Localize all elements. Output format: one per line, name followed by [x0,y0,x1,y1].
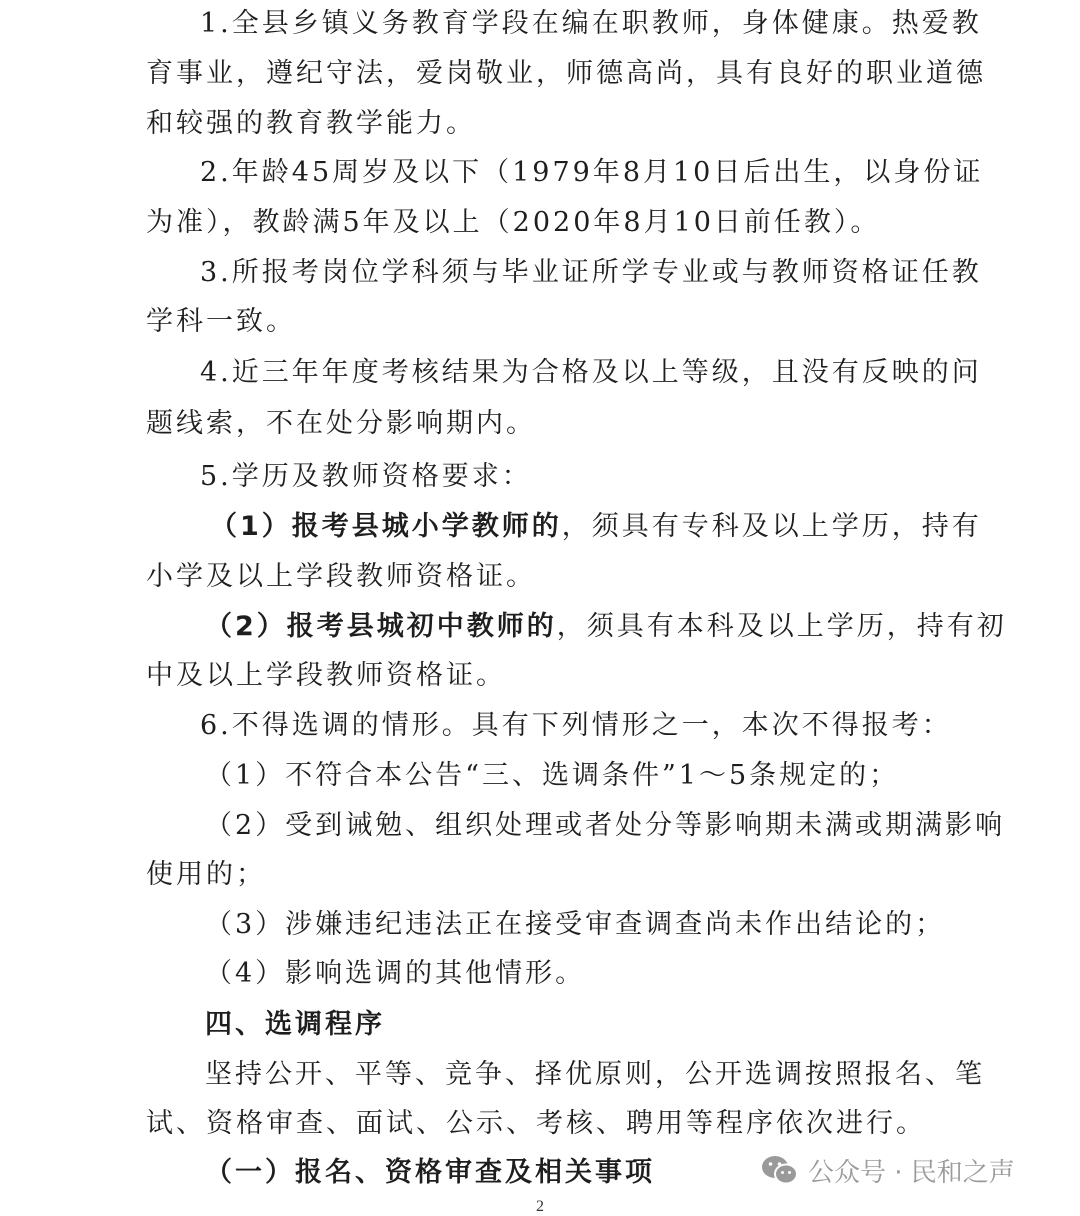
text-line: 使用的； [146,859,266,890]
text-line: 坚持公开、平等、竞争、择优原则，公开选调按照报名、笔 [205,1059,985,1090]
text-line: （1）不符合本公告“三、选调条件”1～5条规定的； [205,760,900,791]
requirement-item-1 [210,510,982,544]
section-heading: 四、选调程序 [205,1009,385,1040]
text-line: 6.不得选调的情形。具有下列情形之一，本次不得报考： [200,710,952,741]
subsection-heading: （一）报名、资格审查及相关事项 [205,1157,655,1188]
text-line: 育事业，遵纪守法，爱岗敬业，师德高尚，具有良好的职业道德 [146,58,986,89]
text-line: 和较强的教育教学能力。 [146,108,476,139]
text-line: 3.所报考岗位学科须与毕业证所学专业或与教师资格证任教 [200,257,982,288]
text-line: 题线索，不在处分影响期内。 [146,408,536,439]
text-line: 中及以上学段教师资格证。 [146,660,506,691]
requirement-item-2-bold: （2）报考县城初中教师的 [205,611,557,642]
text-line: （3）涉嫌违纪违法正在接受审查调查尚未作出结论的； [205,909,946,940]
wechat-icon [760,1154,800,1186]
requirement-item-2-text: ，须具有本科及以上学历，持有初 [556,611,1007,642]
text-line: 5.学历及教师资格要求： [200,461,532,492]
text-line: 学科一致。 [146,306,296,337]
text-line: 2.年龄45周岁及以下（1979年8月10日后出生，以身份证 [200,157,984,188]
requirement-item-1-text: ，须具有专科及以上学历，持有 [561,511,982,542]
requirement-item-1-bold: （1）报考县城小学教师的 [210,511,562,542]
requirement-item-2 [205,610,1007,644]
text-line: 试、资格审查、面试、公示、考核、聘用等程序依次进行。 [146,1108,926,1139]
text-line: 为准），教龄满5年及以上（2020年8月10日前任教）。 [146,207,881,238]
text-line: （2）受到诫勉、组织处理或者处分等影响期未满或期满影响 [205,810,1006,841]
watermark-text: 公众号 · 民和之声 [808,1157,1015,1188]
page-number: 2 [536,1198,544,1215]
watermark [760,1150,1015,1190]
text-line: （4）影响选调的其他情形。 [205,958,586,989]
text-line: 小学及以上学段教师资格证。 [146,561,536,592]
text-line: 4.近三年年度考核结果为合格及以上等级，且没有反映的问 [200,357,982,388]
text-line: 1.全县乡镇义务教育学段在编在职教师，身体健康。热爱教 [200,8,982,39]
